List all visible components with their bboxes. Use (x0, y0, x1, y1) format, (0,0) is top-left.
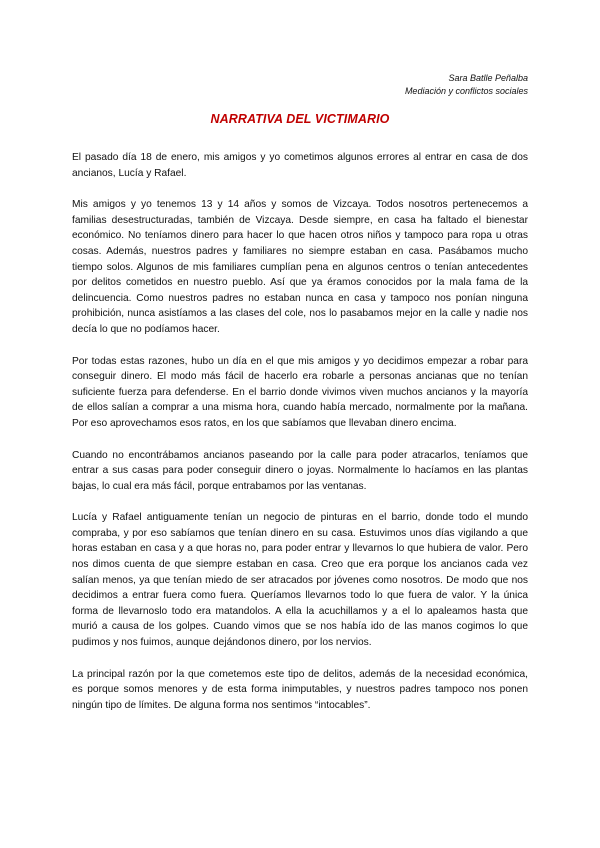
author-name: Sara Batlle Peñalba (448, 73, 528, 83)
paragraph-1: El pasado día 18 de enero, mis amigos y yo cometimos algunos errores al entrar en casa de dos ancianos, Lucía y Rafael. (72, 152, 528, 179)
document-body (72, 150, 528, 729)
document-title: NARRATIVA DEL VICTIMARIO (210, 112, 390, 126)
document-header (405, 72, 528, 98)
paragraph-5: Lucía y Rafael antiguamente tenían un negocio de pinturas en el barrio, donde todo el mundo compraba, y por eso sabíamos que tenían dinero en su casa. Estuvimos unos días vigilando a que horas estaban en casa y a que horas no, para poder entrar y llevarnos lo que hubiera de valor. Pero nos dimos cuenta de que siempre estaban en casa. Creo que era porque los ancianos cada vez salían menos, ya que tenían miedo de ser atracados por jóvenes como nosotros. De modo que nos decidimos a entrar fuera como fuera. Queríamos llevarnos todo lo que fuera de valor. Y la única forma de llevarnoslo todo era matandolos. A ella la acuchillamos y a el lo apaleamos hasta que murió a causa de los golpes. Cuando vimos que se nos había ido de las manos cogimos lo que pudimos y nos fuimos, aunque dejándonos dinero, por los nervios. (72, 512, 528, 649)
paragraph-2: Mis amigos y yo tenemos 13 y 14 años y somos de Vizcaya. Todos nosotros pertenecemos a familias desestructuradas, también de Vizcaya. Desde siempre, en casa ha faltado el bienestar económico. No teníamos dinero para hacer lo que hacen otros niños y tampoco para ropa u otras cosas. Además, nuestros padres y familiares no siempre estaban en casa. Pasábamos mucho tiempo solos. Algunos de mis familiares cumplían pena en algunos centros o tenían antecedentes por delitos cometidos en nuestro pueblo. Así que ya éramos conocidos por la mala fama de la delincuencia. Como nuestros padres no estaban nunca en casa y tampoco nos ponían ninguna prohibición, nunca asistíamos a las clases del cole, nos lo pasabamos mejor en la calle y nadie nos decía lo que no podíamos hacer. (72, 199, 528, 335)
paragraph-3: Por todas estas razones, hubo un día en el que mis amigos y yo decidimos empezar a robar para conseguir dinero. El modo más fácil de hacerlo era robarle a personas ancianas que no tenían suficiente fuerza para defenderse. En el barrio donde vivimos viven muchos ancianos y la mayoría de ellos salían a comprar a una misma hora, cuando había mercado, normalmente por la mañana. Por eso aprovechamos esos ratos, en los que sabíamos que llevaban dinero encima. (72, 355, 528, 429)
course-subject: Mediación y conflictos sociales (404, 86, 528, 96)
paragraph-6: La principal razón por la que cometemos este tipo de delitos, además de la necesidad económica, es porque somos menores y de esta forma inimputables, y nuestros padres tampoco nos ponen ningún tipo de límites. De alguna forma nos sentimos “intocables”. (72, 668, 528, 711)
paragraph-4: Cuando no encontrábamos ancianos paseando por la calle para poder atracarlos, teníamos que entrar a sus casas para poder conseguir dinero o joyas. Normalmente lo hacíamos en las plantas bajas, lo cual era más fácil, porque entrabamos por las ventanas. (72, 449, 528, 492)
